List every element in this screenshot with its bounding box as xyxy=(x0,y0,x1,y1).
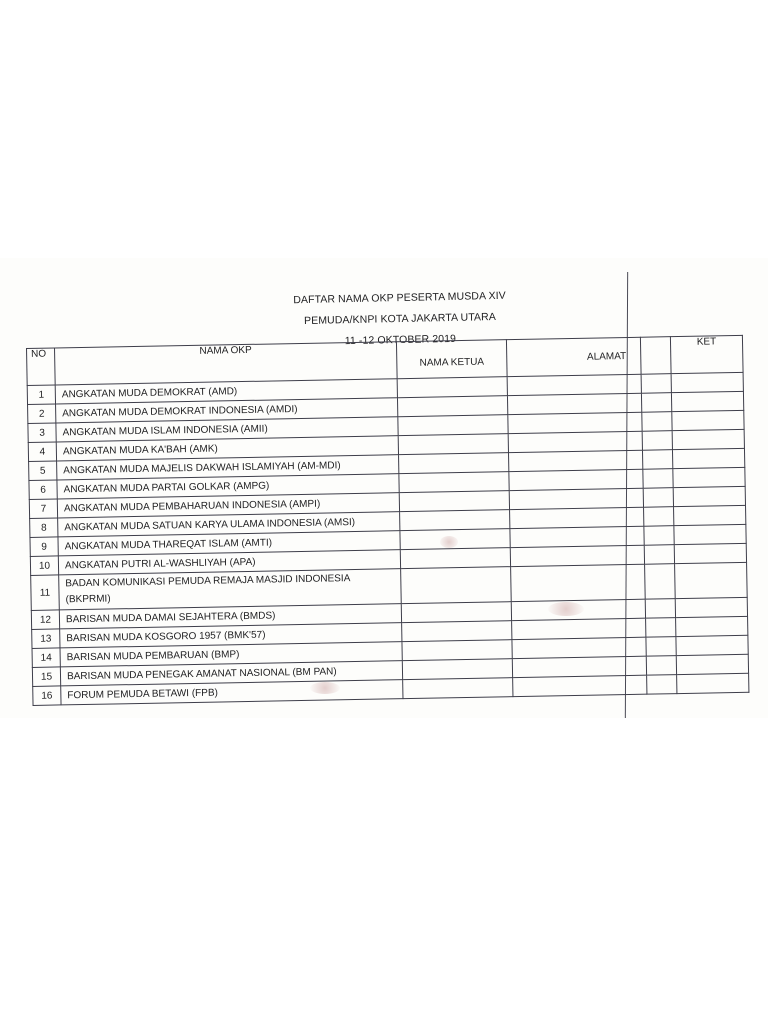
alamat-cell xyxy=(511,564,646,601)
alamat-cell xyxy=(513,675,647,696)
alamat-cell xyxy=(509,488,643,509)
ket-cell xyxy=(676,654,748,674)
ket-cell xyxy=(675,562,748,598)
okp-name-cell: ANGKATAN MUDA THAREQAT ISLAM (AMTI) xyxy=(58,531,400,556)
ket-cell xyxy=(673,486,745,506)
document-subtitle: PEMUDA/KNPI KOTA JAKARTA UTARA xyxy=(303,310,497,328)
nama-ketua-cell xyxy=(398,434,508,455)
ket-cell xyxy=(674,543,746,563)
okp-name: BADAN KOMUNIKASI PEMUDA REMAJA MASJID INDONESIA (BKPRMI) xyxy=(65,573,350,606)
ket-cell xyxy=(674,505,746,525)
alamat-cell xyxy=(507,374,641,395)
header-ket: KET xyxy=(670,335,743,373)
nama-ketua-cell xyxy=(400,510,510,531)
nama-ketua-cell xyxy=(402,659,512,680)
alamat-cell xyxy=(511,599,645,620)
okp-name-cell: ANGKATAN MUDA PARTAI GOLKAR (AMPG) xyxy=(57,474,399,499)
alamat-cell xyxy=(510,545,644,566)
okp-name-cell: ANGKATAN MUDA PEMBAHARUAN INDONESIA (AMPI) xyxy=(57,493,399,518)
okp-name-cell: BARISAN MUDA PEMBARUAN (BMP) xyxy=(60,642,402,667)
nama-ketua-cell xyxy=(398,415,508,436)
okp-name-cell: ANGKATAN MUDA KA'BAH (AMK) xyxy=(56,436,398,461)
blank-cell xyxy=(641,374,671,394)
blank-cell xyxy=(642,412,672,432)
alamat-cell xyxy=(510,526,644,547)
row-number: 13 xyxy=(32,629,60,649)
alamat-cell xyxy=(509,469,643,490)
blank-cell xyxy=(646,656,676,676)
row-number: 3 xyxy=(28,423,56,443)
document-title: DAFTAR NAMA OKP PESERTA MUSDA XIV xyxy=(293,289,506,307)
nama-ketua-cell xyxy=(402,640,512,661)
blank-cell xyxy=(647,675,677,695)
blank-cell xyxy=(645,599,675,619)
okp-name-cell: ANGKATAN MUDA DEMOKRAT (AMD) xyxy=(55,379,397,404)
okp-name-cell: FORUM PEMUDA BETAWI (FPB) xyxy=(61,680,403,705)
row-number: 7 xyxy=(29,499,57,519)
alamat-cell xyxy=(508,412,642,433)
okp-table-container xyxy=(26,335,754,706)
okp-table xyxy=(26,335,749,706)
okp-name-cell: ANGKATAN PUTRI AL-WASHLIYAH (APA) xyxy=(58,550,400,575)
okp-name-cell: BARISAN MUDA PENEGAK AMANAT NASIONAL (BM PAN) xyxy=(60,661,402,686)
alamat-cell xyxy=(512,618,646,639)
blank-cell xyxy=(642,450,672,470)
okp-name-cell: BARISAN MUDA DAMAI SEJAHTERA (BMDS) xyxy=(59,604,401,629)
row-number: 1 xyxy=(27,385,55,405)
okp-name-cell: ANGKATAN MUDA DEMOKRAT INDONESIA (AMDI) xyxy=(56,398,398,423)
nama-ketua-cell xyxy=(399,491,509,512)
ket-cell xyxy=(672,410,744,430)
ket-cell xyxy=(674,524,746,544)
alamat-cell xyxy=(508,431,642,452)
ket-cell xyxy=(671,391,743,411)
ket-cell xyxy=(676,635,748,655)
nama-ketua-cell xyxy=(400,548,510,569)
okp-name-cell: ANGKATAN MUDA MAJELIS DAKWAH ISLAMIYAH (AM-MDI) xyxy=(57,455,399,480)
header-nama-ketua: NAMA KETUA xyxy=(396,340,507,379)
nama-ketua-cell xyxy=(400,529,510,550)
row-number: 2 xyxy=(28,404,56,424)
nama-ketua-cell xyxy=(399,453,509,474)
nama-ketua-cell xyxy=(401,567,512,604)
row-number: 4 xyxy=(28,442,56,462)
blank-cell xyxy=(643,469,673,489)
alamat-cell xyxy=(510,507,644,528)
row-number: 14 xyxy=(32,648,60,668)
blank-cell xyxy=(646,618,676,638)
ket-cell xyxy=(672,448,744,468)
blank-cell xyxy=(643,488,673,508)
row-number: 5 xyxy=(29,461,57,481)
row-number: 10 xyxy=(30,556,58,576)
nama-ketua-cell xyxy=(397,396,507,417)
nama-ketua-cell xyxy=(403,678,513,699)
okp-name-cell: ANGKATAN MUDA ISLAM INDONESIA (AMII) xyxy=(56,417,398,442)
okp-name-cell: ANGKATAN MUDA SATUAN KARYA ULAMA INDONESIA (AMSI) xyxy=(58,512,400,537)
row-number: 12 xyxy=(31,610,59,630)
ket-cell xyxy=(673,467,745,487)
blank-cell xyxy=(641,393,671,413)
blank-cell xyxy=(644,526,674,546)
alamat-cell xyxy=(507,393,641,414)
nama-ketua-cell xyxy=(399,472,509,493)
nama-ketua-cell xyxy=(401,602,511,623)
row-number: 9 xyxy=(30,537,58,557)
alamat-cell xyxy=(512,656,646,677)
header-alamat: ALAMAT xyxy=(506,337,641,376)
nama-ketua-cell xyxy=(397,377,507,398)
ket-cell xyxy=(675,597,747,617)
table-body xyxy=(27,372,749,705)
document-date: 11 -12 OKTOBER 2019 xyxy=(344,332,457,348)
alamat-cell xyxy=(512,637,646,658)
header-nama-okp: NAMA OKP xyxy=(55,342,398,385)
ket-cell xyxy=(671,372,743,392)
ket-cell xyxy=(672,429,744,449)
row-number: 6 xyxy=(29,480,57,500)
nama-ketua-cell xyxy=(402,621,512,642)
blank-cell xyxy=(645,564,676,600)
blank-cell xyxy=(642,431,672,451)
header-blank xyxy=(640,337,671,375)
blank-cell xyxy=(644,507,674,527)
row-number: 16 xyxy=(33,686,61,706)
ket-cell xyxy=(677,673,749,693)
row-number: 11 xyxy=(31,575,60,611)
ket-cell xyxy=(676,616,748,636)
row-number: 8 xyxy=(30,518,58,538)
header-no: NO xyxy=(27,348,56,386)
alamat-cell xyxy=(508,450,642,471)
blank-cell xyxy=(646,637,676,657)
blank-cell xyxy=(644,545,674,565)
row-number: 15 xyxy=(32,667,60,687)
okp-name-cell: BARISAN MUDA KOSGORO 1957 (BMK'57) xyxy=(60,623,402,648)
